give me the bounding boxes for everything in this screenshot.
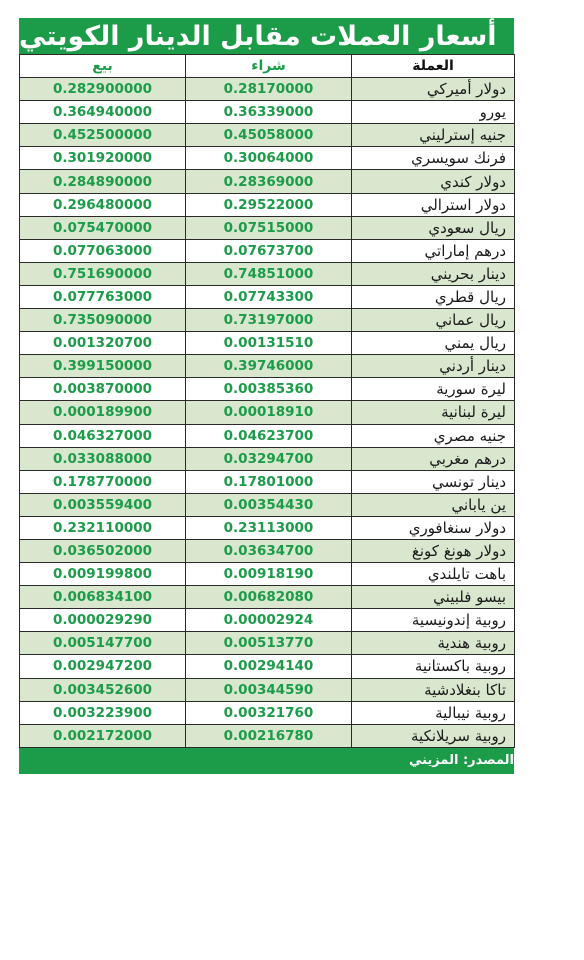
table-header-row [20,55,515,78]
table-row [20,262,515,285]
currency-cell: باهت تايلندي [352,563,515,586]
buy-cell: 0.00682080 [186,586,352,609]
currency-cell: دولار سنغافوري [352,516,515,539]
table-row [20,447,515,470]
currency-cell: ريال عماني [352,309,515,332]
table-row [20,332,515,355]
currency-cell: ريال قطري [352,285,515,308]
buy-cell: 0.00344590 [186,678,352,701]
sell-cell: 0.003870000 [20,378,186,401]
sell-cell: 0.282900000 [20,78,186,101]
buy-cell: 0.00918190 [186,563,352,586]
buy-cell: 0.07743300 [186,285,352,308]
currency-cell: دينار بحريني [352,262,515,285]
currency-cell: يورو [352,101,515,124]
sell-cell: 0.009199800 [20,563,186,586]
table-row [20,493,515,516]
sell-cell: 0.003452600 [20,678,186,701]
table-row [20,516,515,539]
table-row [20,470,515,493]
buy-cell: 0.29522000 [186,193,352,216]
rates-table [19,54,515,748]
buy-cell: 0.00294140 [186,655,352,678]
sell-cell: 0.077763000 [20,285,186,308]
currency-cell: جنيه مصري [352,424,515,447]
table-row [20,193,515,216]
sell-cell: 0.000189900 [20,401,186,424]
buy-cell: 0.00018910 [186,401,352,424]
currency-cell: ين ياباني [352,493,515,516]
currency-cell: دولار أميركي [352,78,515,101]
header-buy: شراء [186,55,352,78]
buy-cell: 0.30064000 [186,147,352,170]
table-row [20,701,515,724]
currency-cell: روبية نيبالية [352,701,515,724]
buy-cell: 0.07515000 [186,216,352,239]
table-row [20,401,515,424]
buy-cell: 0.45058000 [186,124,352,147]
table-row [20,101,515,124]
buy-cell: 0.03294700 [186,447,352,470]
table-row [20,678,515,701]
currency-cell: ريال يمني [352,332,515,355]
buy-cell: 0.03634700 [186,539,352,562]
currency-cell: فرنك سويسري [352,147,515,170]
buy-cell: 0.07673700 [186,239,352,262]
buy-cell: 0.17801000 [186,470,352,493]
sell-cell: 0.000029290 [20,609,186,632]
sell-cell: 0.751690000 [20,262,186,285]
sell-cell: 0.002947200 [20,655,186,678]
table-row [20,285,515,308]
sell-cell: 0.002172000 [20,724,186,747]
currency-cell: دولار كندي [352,170,515,193]
currency-cell: جنيه إسترليني [352,124,515,147]
currency-cell: روبية باكستانية [352,655,515,678]
currency-cell: دولار استرالي [352,193,515,216]
currency-cell: ريال سعودي [352,216,515,239]
table-row [20,724,515,747]
currency-cell: درهم إماراتي [352,239,515,262]
sell-cell: 0.077063000 [20,239,186,262]
source-footer [19,748,514,774]
currency-cell: بيسو فلبيني [352,586,515,609]
buy-cell: 0.39746000 [186,355,352,378]
sell-cell: 0.075470000 [20,216,186,239]
sell-cell: 0.735090000 [20,309,186,332]
sell-cell: 0.036502000 [20,539,186,562]
table-row [20,78,515,101]
currency-cell: درهم مغربي [352,447,515,470]
sell-cell: 0.033088000 [20,447,186,470]
sell-cell: 0.046327000 [20,424,186,447]
buy-cell: 0.00321760 [186,701,352,724]
table-row [20,216,515,239]
table-row [20,424,515,447]
buy-cell: 0.04623700 [186,424,352,447]
currency-cell: روبية سريلانكية [352,724,515,747]
rates-panel [19,18,514,774]
buy-cell: 0.74851000 [186,262,352,285]
buy-cell: 0.73197000 [186,309,352,332]
table-row [20,539,515,562]
currency-cell: ليرة سورية [352,378,515,401]
currency-cell: دولار هونغ كونغ [352,539,515,562]
buy-cell: 0.36339000 [186,101,352,124]
header-sell: بيع [20,55,186,78]
table-row [20,609,515,632]
sell-cell: 0.364940000 [20,101,186,124]
table-row [20,563,515,586]
table-row [20,655,515,678]
sell-cell: 0.301920000 [20,147,186,170]
buy-cell: 0.28170000 [186,78,352,101]
sell-cell: 0.232110000 [20,516,186,539]
buy-cell: 0.28369000 [186,170,352,193]
table-row [20,632,515,655]
buy-cell: 0.23113000 [186,516,352,539]
currency-cell: دينار أردني [352,355,515,378]
buy-cell: 0.00002924 [186,609,352,632]
source-text: المصدر: المزيني [408,753,514,769]
table-row [20,147,515,170]
buy-cell: 0.00385360 [186,378,352,401]
currency-cell: ليرة لبنانية [352,401,515,424]
sell-cell: 0.003559400 [20,493,186,516]
table-row [20,309,515,332]
table-row [20,378,515,401]
page-title: أسعار العملات مقابل الدينار الكويتي [19,18,514,54]
table-row [20,355,515,378]
sell-cell: 0.399150000 [20,355,186,378]
table-body [20,78,515,748]
sell-cell: 0.005147700 [20,632,186,655]
currency-cell: دينار تونسي [352,470,515,493]
sell-cell: 0.452500000 [20,124,186,147]
currency-cell: تاكا بنغلادشية [352,678,515,701]
currency-cell: روبية هندية [352,632,515,655]
sell-cell: 0.001320700 [20,332,186,355]
sell-cell: 0.296480000 [20,193,186,216]
sell-cell: 0.284890000 [20,170,186,193]
buy-cell: 0.00354430 [186,493,352,516]
table-row [20,170,515,193]
buy-cell: 0.00216780 [186,724,352,747]
sell-cell: 0.178770000 [20,470,186,493]
buy-cell: 0.00513770 [186,632,352,655]
currency-cell: روبية إندونيسية [352,609,515,632]
sell-cell: 0.003223900 [20,701,186,724]
table-row [20,124,515,147]
header-currency: العملة [352,55,515,78]
buy-cell: 0.00131510 [186,332,352,355]
table-row [20,239,515,262]
sell-cell: 0.006834100 [20,586,186,609]
table-row [20,586,515,609]
